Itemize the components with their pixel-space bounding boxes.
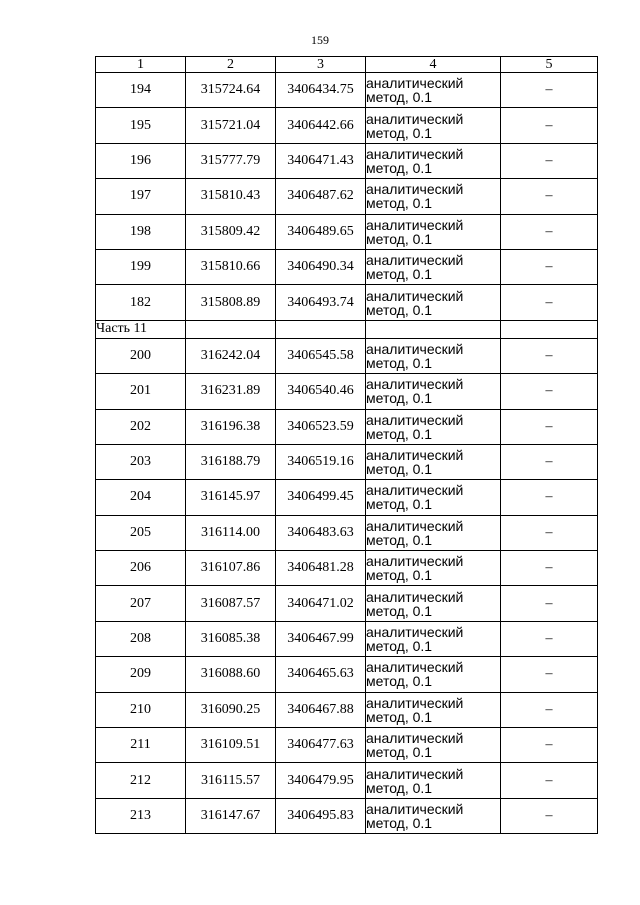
column-header: 5 xyxy=(501,57,598,73)
point-number-cell: 204 xyxy=(96,480,186,515)
method-line-2: метод, 0.1 xyxy=(366,779,433,796)
table-row xyxy=(96,621,598,656)
column-header: 2 xyxy=(186,57,276,73)
point-number-cell: 182 xyxy=(96,285,186,320)
method-line-1: аналитический xyxy=(366,287,464,304)
table-row xyxy=(96,179,598,214)
table-row xyxy=(96,374,598,409)
y-coordinate-cell: 3406467.88 xyxy=(276,692,366,727)
table-row xyxy=(96,444,598,479)
x-coordinate-cell: 316231.89 xyxy=(186,374,276,409)
method-line-2: метод, 0.1 xyxy=(366,602,433,619)
point-number-cell: 211 xyxy=(96,728,186,763)
method-line-2: метод, 0.1 xyxy=(366,301,433,318)
method-line-1: аналитический xyxy=(366,517,464,534)
table-row xyxy=(96,551,598,586)
section-row xyxy=(96,320,598,338)
x-coordinate-cell: 315808.89 xyxy=(186,285,276,320)
column-header: 4 xyxy=(366,57,501,73)
table-row xyxy=(96,692,598,727)
x-coordinate-cell: 316090.25 xyxy=(186,692,276,727)
method-line-2: метод, 0.1 xyxy=(366,673,433,690)
table-row xyxy=(96,73,598,108)
empty-cell xyxy=(366,320,501,338)
x-coordinate-cell: 316188.79 xyxy=(186,444,276,479)
point-number-cell: 199 xyxy=(96,249,186,284)
method-line-1: аналитический xyxy=(366,765,464,782)
note-cell: – xyxy=(501,728,598,763)
x-coordinate-cell: 316145.97 xyxy=(186,480,276,515)
y-coordinate-cell: 3406490.34 xyxy=(276,249,366,284)
method-cell xyxy=(366,586,501,621)
y-coordinate-cell: 3406467.99 xyxy=(276,621,366,656)
method-line-2: метод, 0.1 xyxy=(366,230,433,247)
table-row xyxy=(96,798,598,833)
method-line-2: метод, 0.1 xyxy=(366,159,433,176)
method-cell xyxy=(366,73,501,108)
note-cell: – xyxy=(501,338,598,373)
note-cell: – xyxy=(501,586,598,621)
section-label: Часть 11 xyxy=(96,320,186,338)
method-cell xyxy=(366,444,501,479)
method-cell xyxy=(366,621,501,656)
page-number: 159 xyxy=(311,33,329,47)
method-line-1: аналитический xyxy=(366,482,464,499)
point-number-cell: 198 xyxy=(96,214,186,249)
method-line-2: метод, 0.1 xyxy=(366,195,433,212)
method-line-2: метод, 0.1 xyxy=(366,390,433,407)
table-row xyxy=(96,586,598,621)
note-cell: – xyxy=(501,73,598,108)
y-coordinate-cell: 3406465.63 xyxy=(276,657,366,692)
method-cell xyxy=(366,409,501,444)
method-line-2: метод, 0.1 xyxy=(366,354,433,371)
point-number-cell: 207 xyxy=(96,586,186,621)
table-header-row xyxy=(96,57,598,73)
empty-cell xyxy=(276,320,366,338)
note-cell: – xyxy=(501,108,598,143)
point-number-cell: 209 xyxy=(96,657,186,692)
method-cell xyxy=(366,798,501,833)
x-coordinate-cell: 315777.79 xyxy=(186,143,276,178)
y-coordinate-cell: 3406489.65 xyxy=(276,214,366,249)
x-coordinate-cell: 316088.60 xyxy=(186,657,276,692)
point-number-cell: 213 xyxy=(96,798,186,833)
note-cell: – xyxy=(501,444,598,479)
table-row xyxy=(96,338,598,373)
note-cell: – xyxy=(501,143,598,178)
table-row xyxy=(96,249,598,284)
table-row xyxy=(96,728,598,763)
y-coordinate-cell: 3406479.95 xyxy=(276,763,366,798)
point-number-cell: 212 xyxy=(96,763,186,798)
method-line-2: метод, 0.1 xyxy=(366,425,433,442)
method-cell xyxy=(366,692,501,727)
method-cell xyxy=(366,480,501,515)
column-header: 3 xyxy=(276,57,366,73)
method-line-2: метод, 0.1 xyxy=(366,567,433,584)
method-line-2: метод, 0.1 xyxy=(366,266,433,283)
y-coordinate-cell: 3406487.62 xyxy=(276,179,366,214)
note-cell: – xyxy=(501,285,598,320)
method-line-2: метод, 0.1 xyxy=(366,461,433,478)
y-coordinate-cell: 3406477.63 xyxy=(276,728,366,763)
table-row xyxy=(96,409,598,444)
table-row xyxy=(96,285,598,320)
note-cell: – xyxy=(501,249,598,284)
method-line-1: аналитический xyxy=(366,553,464,570)
method-line-1: аналитический xyxy=(366,145,464,162)
method-cell xyxy=(366,763,501,798)
y-coordinate-cell: 3406545.58 xyxy=(276,338,366,373)
x-coordinate-cell: 316115.57 xyxy=(186,763,276,798)
note-cell: – xyxy=(501,214,598,249)
method-line-1: аналитический xyxy=(366,624,464,641)
method-line-1: аналитический xyxy=(366,411,464,428)
y-coordinate-cell: 3406519.16 xyxy=(276,444,366,479)
x-coordinate-cell: 316147.67 xyxy=(186,798,276,833)
point-number-cell: 196 xyxy=(96,143,186,178)
method-line-2: метод, 0.1 xyxy=(366,531,433,548)
method-line-1: аналитический xyxy=(366,110,464,127)
x-coordinate-cell: 315810.43 xyxy=(186,179,276,214)
x-coordinate-cell: 316109.51 xyxy=(186,728,276,763)
table-row xyxy=(96,143,598,178)
table-row xyxy=(96,657,598,692)
table-row xyxy=(96,763,598,798)
method-cell xyxy=(366,214,501,249)
table-row xyxy=(96,480,598,515)
note-cell: – xyxy=(501,763,598,798)
method-cell xyxy=(366,108,501,143)
method-line-1: аналитический xyxy=(366,801,464,817)
method-line-2: метод, 0.1 xyxy=(366,496,433,513)
method-line-1: аналитический xyxy=(366,252,464,269)
method-line-2: метод, 0.1 xyxy=(366,638,433,655)
point-number-cell: 197 xyxy=(96,179,186,214)
method-line-1: аналитический xyxy=(366,447,464,464)
method-cell xyxy=(366,249,501,284)
y-coordinate-cell: 3406495.83 xyxy=(276,798,366,833)
x-coordinate-cell: 316196.38 xyxy=(186,409,276,444)
note-cell: – xyxy=(501,409,598,444)
y-coordinate-cell: 3406481.28 xyxy=(276,551,366,586)
y-coordinate-cell: 3406442.66 xyxy=(276,108,366,143)
method-line-1: аналитический xyxy=(366,340,464,357)
y-coordinate-cell: 3406523.59 xyxy=(276,409,366,444)
point-number-cell: 201 xyxy=(96,374,186,409)
point-number-cell: 202 xyxy=(96,409,186,444)
x-coordinate-cell: 316242.04 xyxy=(186,338,276,373)
empty-cell xyxy=(501,320,598,338)
method-cell xyxy=(366,728,501,763)
point-number-cell: 203 xyxy=(96,444,186,479)
note-cell: – xyxy=(501,798,598,833)
y-coordinate-cell: 3406540.46 xyxy=(276,374,366,409)
method-cell xyxy=(366,551,501,586)
note-cell: – xyxy=(501,179,598,214)
note-cell: – xyxy=(501,515,598,550)
note-cell: – xyxy=(501,621,598,656)
method-line-2: метод, 0.1 xyxy=(366,744,433,761)
method-line-1: аналитический xyxy=(366,376,464,393)
x-coordinate-cell: 316114.00 xyxy=(186,515,276,550)
method-line-1: аналитический xyxy=(366,730,464,747)
method-line-2: метод, 0.1 xyxy=(366,89,433,106)
note-cell: – xyxy=(501,551,598,586)
x-coordinate-cell: 316085.38 xyxy=(186,621,276,656)
method-line-1: аналитический xyxy=(366,181,464,198)
y-coordinate-cell: 3406471.02 xyxy=(276,586,366,621)
x-coordinate-cell: 315809.42 xyxy=(186,214,276,249)
coordinates-table xyxy=(95,56,598,834)
method-line-2: метод, 0.1 xyxy=(366,124,433,141)
table-row xyxy=(96,214,598,249)
x-coordinate-cell: 316107.86 xyxy=(186,551,276,586)
point-number-cell: 200 xyxy=(96,338,186,373)
y-coordinate-cell: 3406483.63 xyxy=(276,515,366,550)
method-line-2: метод, 0.1 xyxy=(366,708,433,725)
point-number-cell: 210 xyxy=(96,692,186,727)
method-cell xyxy=(366,179,501,214)
x-coordinate-cell: 315810.66 xyxy=(186,249,276,284)
method-line-1: аналитический xyxy=(366,588,464,605)
y-coordinate-cell: 3406471.43 xyxy=(276,143,366,178)
note-cell: – xyxy=(501,692,598,727)
point-number-cell: 195 xyxy=(96,108,186,143)
method-cell xyxy=(366,143,501,178)
x-coordinate-cell: 316087.57 xyxy=(186,586,276,621)
method-line-1: аналитический xyxy=(366,659,464,676)
table-row xyxy=(96,108,598,143)
empty-cell xyxy=(186,320,276,338)
point-number-cell: 205 xyxy=(96,515,186,550)
method-cell xyxy=(366,338,501,373)
y-coordinate-cell: 3406499.45 xyxy=(276,480,366,515)
method-cell xyxy=(366,515,501,550)
table-row xyxy=(96,515,598,550)
point-number-cell: 194 xyxy=(96,73,186,108)
note-cell: – xyxy=(501,480,598,515)
method-cell xyxy=(366,285,501,320)
note-cell: – xyxy=(501,374,598,409)
method-cell xyxy=(366,657,501,692)
method-cell xyxy=(366,374,501,409)
point-number-cell: 206 xyxy=(96,551,186,586)
x-coordinate-cell: 315724.64 xyxy=(186,73,276,108)
x-coordinate-cell: 315721.04 xyxy=(186,108,276,143)
method-line-2: метод, 0.1 xyxy=(366,815,433,831)
method-line-1: аналитический xyxy=(366,216,464,233)
note-cell: – xyxy=(501,657,598,692)
point-number-cell: 208 xyxy=(96,621,186,656)
y-coordinate-cell: 3406493.74 xyxy=(276,285,366,320)
y-coordinate-cell: 3406434.75 xyxy=(276,73,366,108)
column-header: 1 xyxy=(96,57,186,73)
method-line-1: аналитический xyxy=(366,694,464,711)
method-line-1: аналитический xyxy=(366,75,464,92)
